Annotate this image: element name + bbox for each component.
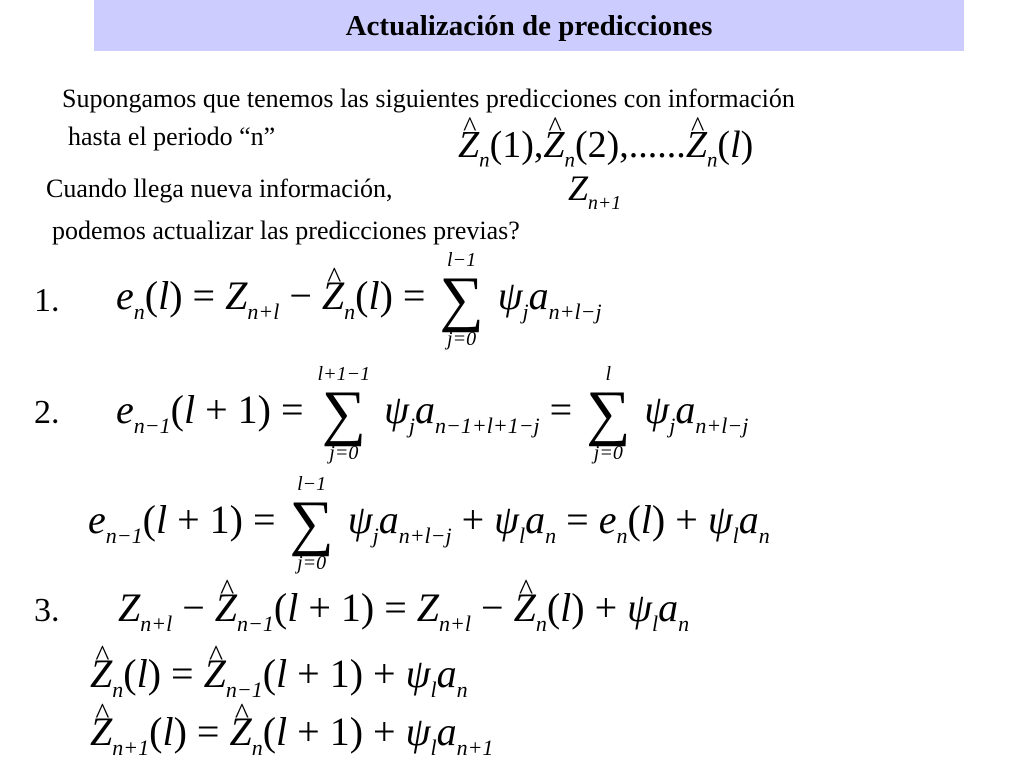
- intro-line-2: hasta el periodo “n”: [68, 122, 276, 151]
- step-3-formula: $Z_{n+l} - Z$ $\^{}_{n-1}(l + 1) = Z_{n+l} - Z$ $\^{}_n(l) + \psi_la_n$: [118, 588, 689, 635]
- slide-title-bar: [94, 0, 964, 51]
- intro-line-4: podemos actualizar las predicciones previas?: [52, 216, 520, 245]
- step-1-formula: $e_n(l) = Z_{n+l} - Z$ $\^{}_n(l)$ = l−1 ∑ j=0 $\psi_ja_{n+l-j}$: [116, 250, 602, 349]
- step-1-number: 1.: [34, 282, 60, 319]
- intro-line-1: Supongamos que tenemos las siguientes predicciones con información: [62, 84, 795, 113]
- step-2-number: 2.: [34, 394, 60, 431]
- slide-title: Actualización de predicciones: [345, 10, 713, 42]
- update-formula-1: Z $\^{}_n(l) = Z$ $\^{}_{n-1}(l + 1) + \psi_la_n$: [90, 654, 468, 701]
- intro-line-3: Cuando llega nueva información,: [46, 174, 393, 203]
- step-2-formula: $e_{n-1}(l + 1)$ = l+1−1 ∑ j=0 $\psi_ja_{n-1+l+1-j}$ = l ∑ j=0 $\psi_ja_{n+l-j}$: [116, 363, 749, 464]
- new-observation-formula: $Z_{n+1}$: [568, 168, 622, 214]
- step-3-number: 3.: [34, 592, 60, 629]
- step-2-continuation-formula: $e_{n-1}(l + 1)$ = l−1 ∑ j=0 $\psi_ja_{n+l-j} + \psi_la_n = e_n(l) + \psi_la_n$: [88, 473, 770, 574]
- update-formula-2: Z $\^{}_{n+1}(l) = Z$ $\^{}_n(l + 1) + \psi_la_{n+1}$: [90, 712, 493, 759]
- forecast-list-formula: Z $\^{}_n(1),Z$ $\^{}_n(2),......Z$ $\^{}_n(l)$: [458, 126, 753, 170]
